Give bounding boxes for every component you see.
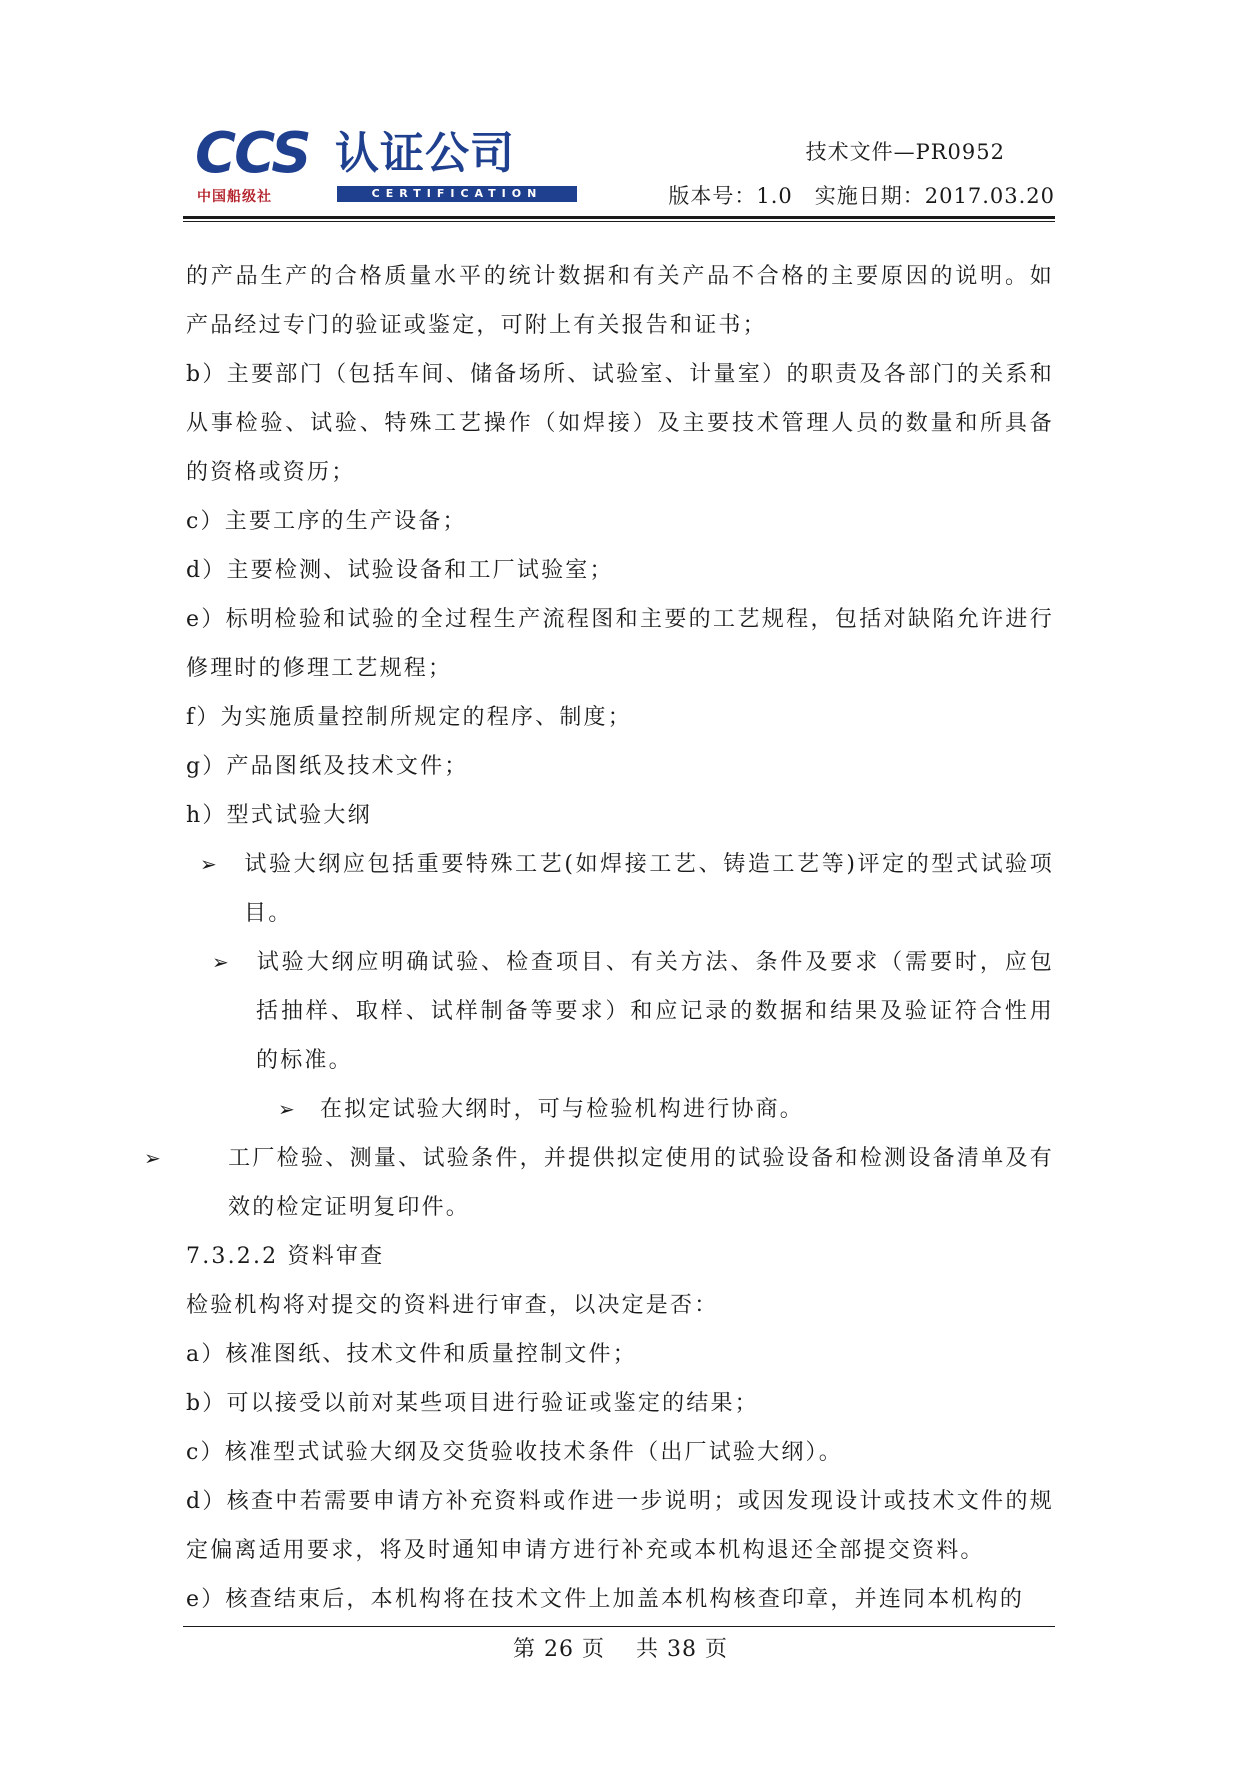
header-divider [183, 216, 1055, 219]
arrow-bullet-icon: ➢ [212, 950, 231, 974]
arrow-bullet-icon: ➢ [200, 852, 219, 876]
bullet-text: 在拟定试验大纲时，可与检验机构进行协商。 [320, 1097, 805, 1122]
paragraph: d）核查中若需要申请方补充资料或作进一步说明；或因发现设计或技术文件的规定偏离适用要求，将及时通知申请方进行补充或本机构退还全部提交资料。 [186, 1489, 1054, 1563]
paragraph: a）核准图纸、技术文件和质量控制文件； [186, 1342, 637, 1367]
paragraph: g）产品图纸及技术文件； [186, 754, 469, 779]
page-number: 第 26 页 共 38 页 [513, 1637, 728, 1662]
header-divider-thin [183, 221, 1055, 222]
paragraph: b）主要部门（包括车间、储备场所、试验室、计量室）的职责及各部门的关系和从事检验、试验、特殊工艺操作（如焊接）及主要技术管理人员的数量和所具备的资格或资历； [186, 362, 1054, 485]
paragraph: e）核查结束后，本机构将在技术文件上加盖本机构核查印章，并连同本机构的 [186, 1587, 1025, 1612]
bullet-item [186, 938, 1054, 1085]
bullet-item [186, 1085, 1054, 1134]
paragraph: c）核准型式试验大纲及交货验收技术条件（出厂试验大纲）。 [186, 1440, 843, 1465]
bullet-text: 试验大纲应明确试验、检查项目、有关方法、条件及要求（需要时，应包括抽样、取样、试样制备等要求）和应记录的数据和结果及验证符合性用的标准。 [256, 950, 1054, 1073]
paragraph: b）可以接受以前对某些项目进行验证或鉴定的结果； [186, 1391, 759, 1416]
arrow-bullet-icon: ➢ [278, 1097, 297, 1121]
arrow-bullet-icon: ➢ [144, 1146, 163, 1170]
paragraph: c）主要工序的生产设备； [186, 509, 467, 534]
bullet-text: 试验大纲应包括重要特殊工艺(如焊接工艺、铸造工艺等)评定的型式试验项目。 [244, 852, 1054, 926]
page-header [183, 118, 1055, 218]
paragraph: e）标明检验和试验的全过程生产流程图和主要的工艺规程，包括对缺陷允许进行修理时的修理工艺规程； [186, 607, 1054, 681]
logo-cn-text: 认证公司 [335, 128, 515, 179]
logo-ccs-text: CCS [195, 121, 310, 186]
logo-sub-text: 中国船级社 [197, 189, 272, 205]
paragraph: h）型式试验大纲 [186, 803, 372, 828]
bullet-item [144, 1134, 1054, 1232]
footer-divider [183, 1626, 1055, 1627]
bullet-text: 工厂检验、测量、试验条件，并提供拟定使用的试验设备和检测设备清单及有效的检定证明复印件。 [228, 1146, 1054, 1220]
document-id: 技术文件—PR0952 [805, 140, 1005, 164]
document-body [144, 252, 1054, 1624]
bullet-item [186, 840, 1054, 938]
paragraph: 的产品生产的合格质量水平的统计数据和有关产品不合格的主要原因的说明。如产品经过专门的验证或鉴定，可附上有关报告和证书； [186, 264, 1054, 338]
paragraph: 检验机构将对提交的资料进行审查，以决定是否： [186, 1293, 719, 1318]
paragraph: d）主要检测、试验设备和工厂试验室； [186, 558, 614, 583]
paragraph: f）为实施质量控制所规定的程序、制度； [186, 705, 632, 730]
ccs-certification-logo [195, 121, 665, 205]
section-heading: 7.3.2.2 资料审查 [186, 1244, 385, 1269]
document-version: 版本号：1.0 实施日期：2017.03.20 [668, 184, 1055, 208]
logo-certification-bar: CERTIFICATION [337, 186, 577, 202]
